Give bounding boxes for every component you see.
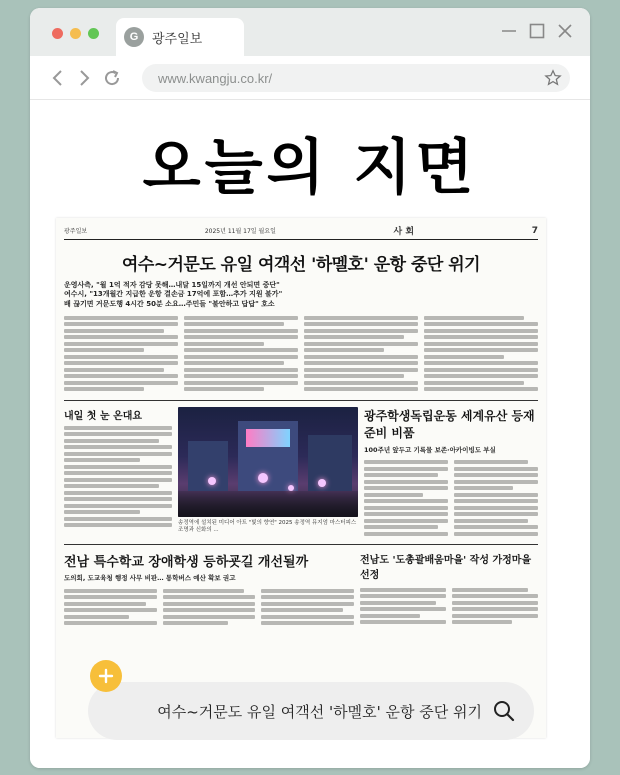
back-icon[interactable] [48, 68, 68, 88]
browser-tab[interactable] [116, 18, 244, 56]
story5-title: 전남도 '도총괄배움마을' 작성 가정마을 선정 [360, 555, 532, 582]
maximize-icon[interactable] [528, 22, 546, 40]
reload-icon[interactable] [102, 68, 122, 88]
search-icon[interactable] [492, 699, 516, 723]
story4-title: 전남 특수학교 장애학생 등하굣길 개선될까 [64, 555, 309, 571]
close-window-dot[interactable] [52, 28, 63, 39]
search-bar[interactable] [88, 682, 534, 740]
photo-caption: 송정역에 설치된 미디어 아트 "빛의 향연" 2025 송정역 뮤지엄 마스터피스 조명과 신화의 ... [178, 519, 357, 533]
forward-icon[interactable] [74, 68, 94, 88]
story3-title: 광주학생독립운동 세계유산 등재 준비 비품 [364, 408, 535, 440]
lead-sub-2: 여수시, "13개월간 지급한 운항 결손금 17억에 포함…추가 지원 불가" [64, 290, 283, 299]
page-title: 오늘의 지면 [142, 133, 478, 203]
masthead-date: 2025년 11월 17일 월요일 [204, 228, 276, 235]
lead-article-title: 여수~거문도 유일 여객선 '하멜호' 운항 중단 위기 [121, 255, 481, 275]
masthead-section: 사 회 [393, 227, 415, 237]
minimize-icon[interactable] [500, 22, 518, 40]
story3-subtitle: 100주년 앞두고 기록물 보존·아카이빙도 부실 [364, 445, 496, 454]
tab-title: 광주일보 [152, 31, 203, 47]
lead-article-body [64, 313, 538, 394]
search-query: 여수~거문도 유일 여객선 '하멜호' 운항 중단 위기 [157, 702, 482, 721]
page-content [30, 100, 590, 768]
masthead-paper-name: 광주일보 [64, 228, 88, 235]
favicon-icon: G [124, 27, 144, 47]
lead-sub-1: 운영사측, "월 1억 적자 감당 못해…내달 15일까지 개선 안되면 중단" [64, 281, 280, 289]
night-festival-photo [178, 407, 358, 517]
lead-sub-3: 배 끊기면 거문도행 4시간 50분 소요…주민들 "불안하고 답답" 호소 [64, 299, 275, 308]
title-bar [30, 8, 590, 56]
lower-section [64, 551, 538, 628]
lead-article-subheads [64, 281, 538, 309]
zoom-window-dot[interactable] [88, 28, 99, 39]
add-button[interactable] [90, 660, 122, 692]
story2-title: 내일 첫 눈 온대요 [64, 410, 143, 422]
browser-window [30, 8, 590, 768]
newspaper-page-image[interactable] [56, 218, 546, 738]
minimize-window-dot[interactable] [70, 28, 81, 39]
newspaper-masthead [64, 224, 538, 240]
url-field[interactable] [142, 64, 570, 92]
middle-section [64, 407, 538, 539]
address-bar [30, 56, 590, 100]
story4-subtitle: 도의회, 도교육청 행정 사무 비판… 통학버스 예산 확보 권고 [64, 574, 236, 583]
masthead-page-number: 7 [531, 225, 538, 236]
plus-icon [98, 668, 114, 684]
close-icon[interactable] [556, 22, 574, 40]
url-text: www.kwangju.co.kr/ [158, 70, 273, 86]
bookmark-star-icon[interactable] [544, 69, 562, 87]
